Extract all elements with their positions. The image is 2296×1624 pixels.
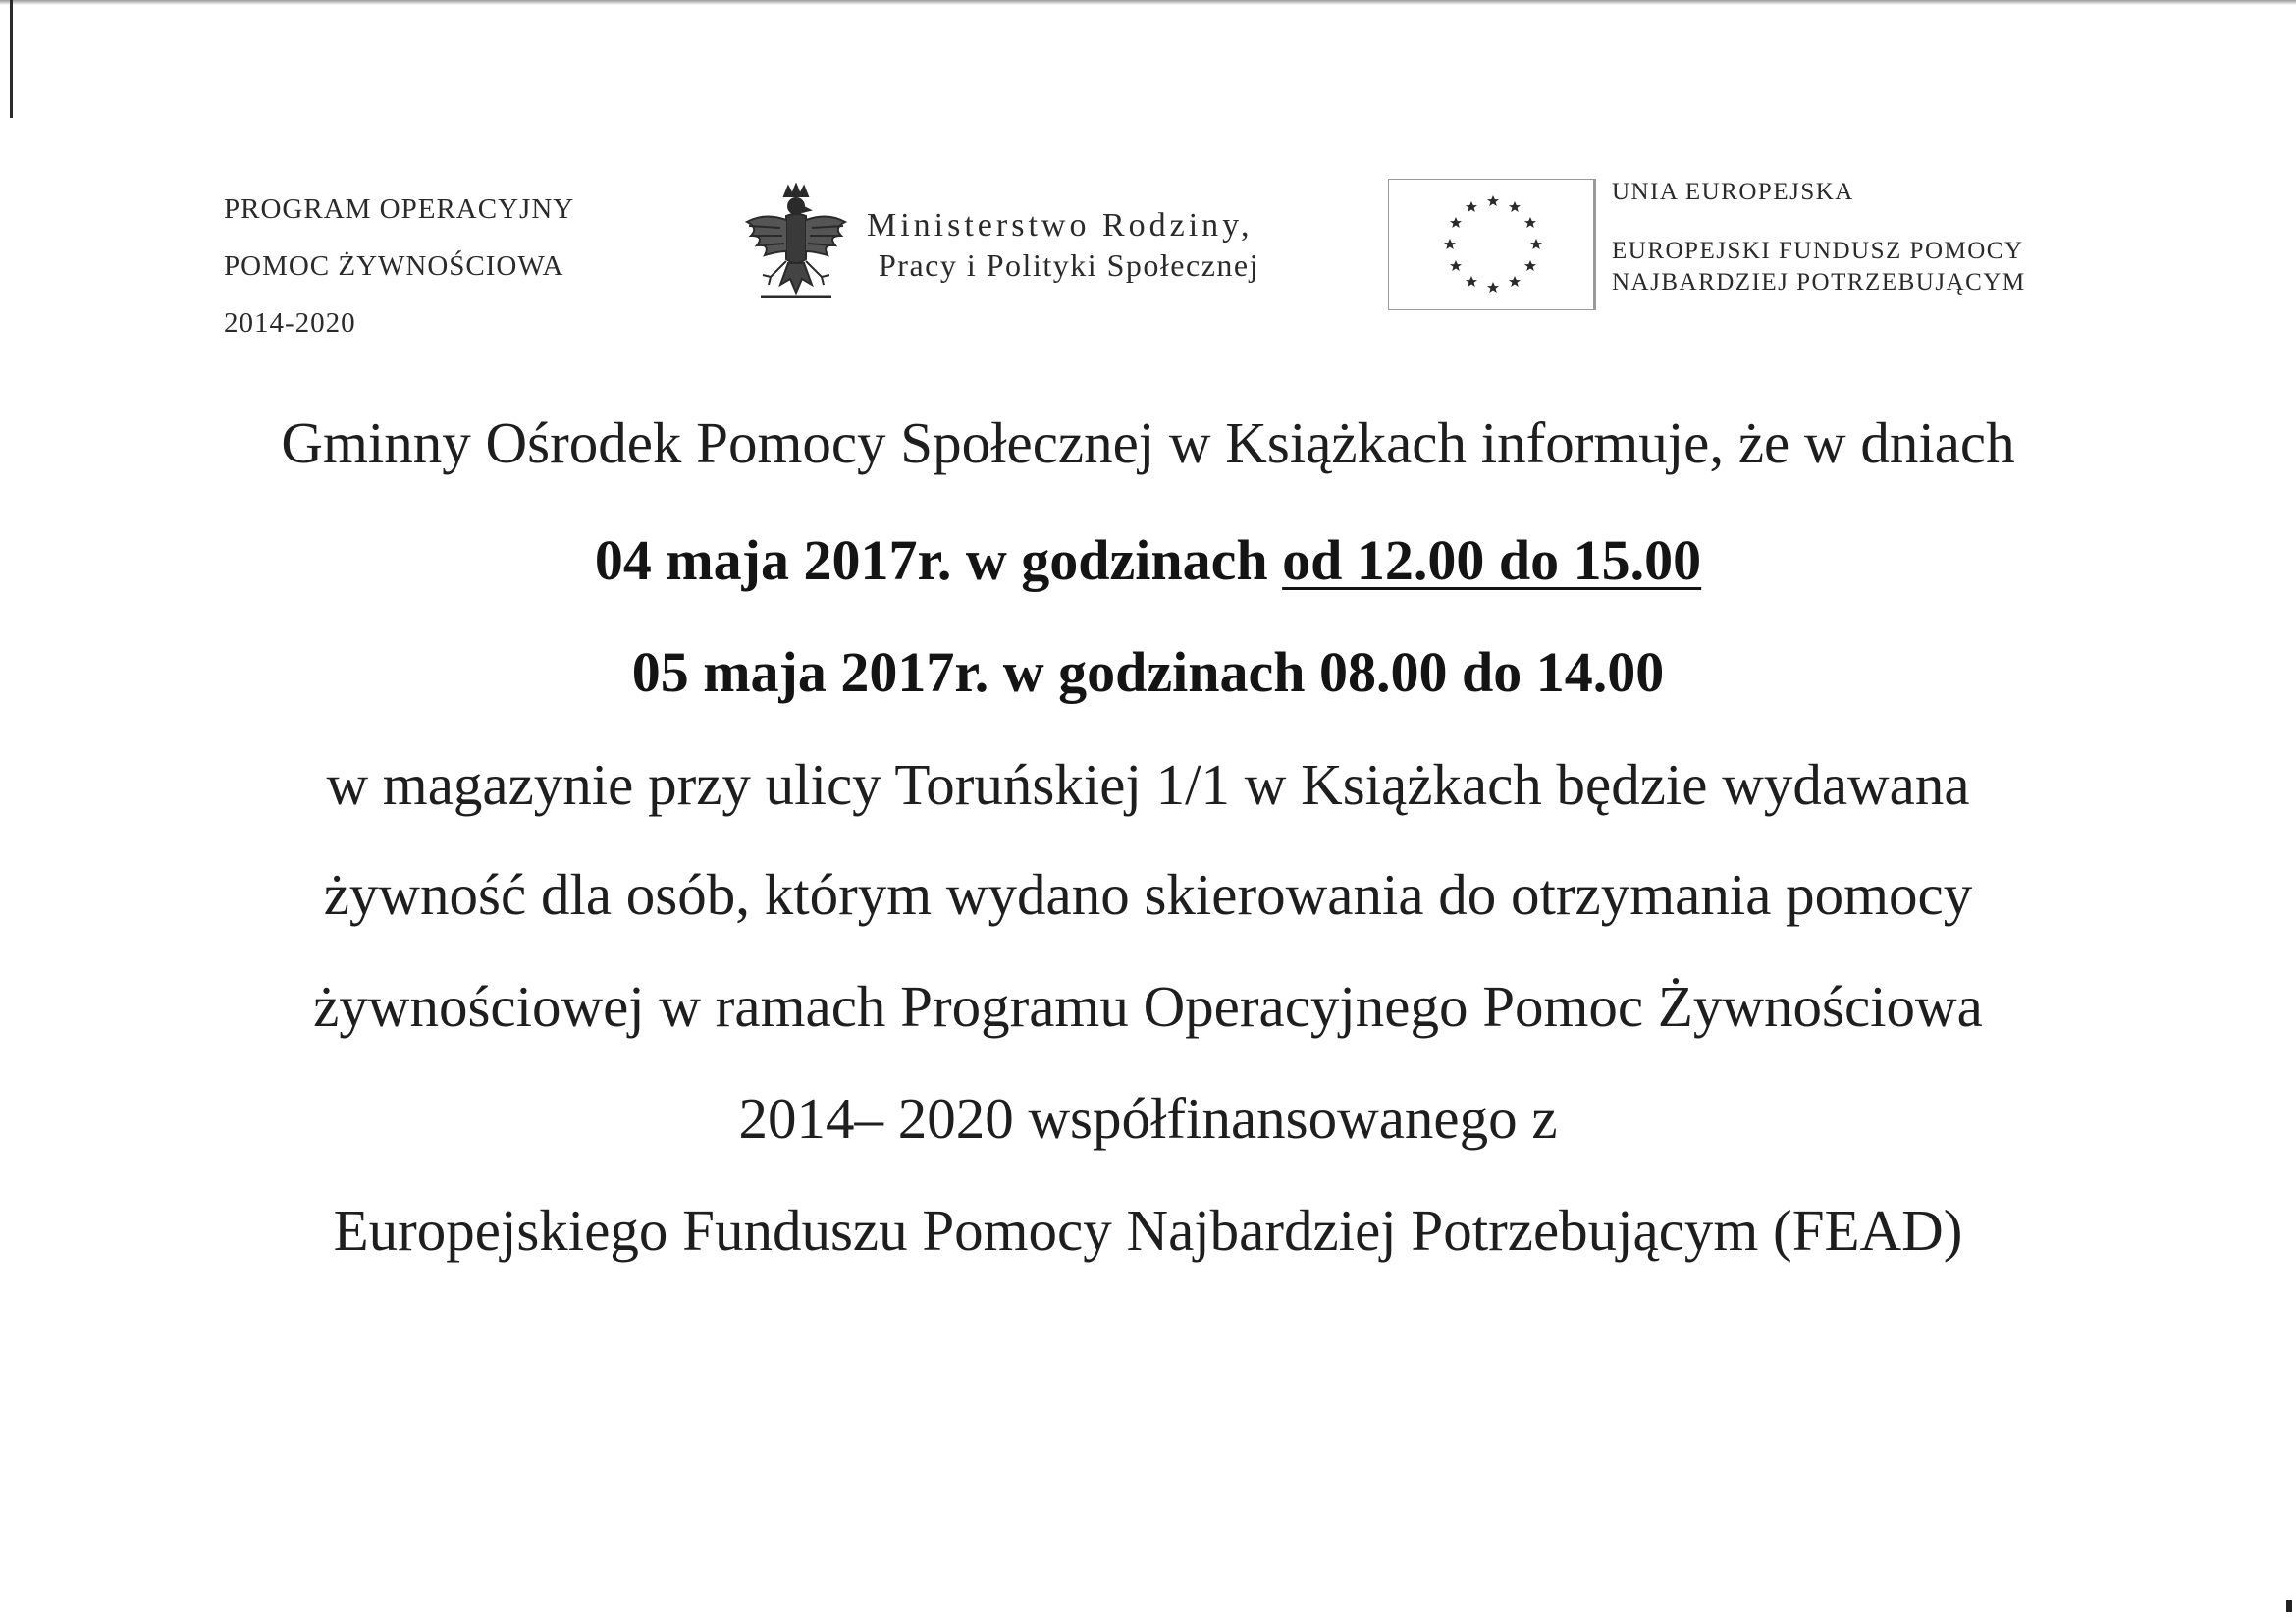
notice-location: w magazynie przy ulicy Toruńskiej 1/1 w Książkach będzie wydawana bbox=[326, 752, 1970, 817]
eu-fund-line1: EUROPEJSKI FUNDUSZ POMOCY bbox=[1612, 238, 2024, 264]
notice-date1-hours: od 12.00 do 15.00 bbox=[1282, 528, 1702, 592]
program-years: 2014-2020 bbox=[224, 307, 356, 339]
ministry-name-line1: Ministerstwo Rodziny, bbox=[867, 207, 1254, 244]
notice-cofinanced: 2014– 2020 współfinansowanego z bbox=[738, 1086, 1558, 1151]
eu-text bbox=[1612, 175, 2026, 298]
ministry-name bbox=[867, 206, 1259, 285]
notice-fund: Europejskiego Funduszu Pomocy Najbardziej Potrzebującym (FEAD) bbox=[333, 1198, 1963, 1263]
ministry-name-line2: Pracy i Polityki Społecznej bbox=[879, 247, 1259, 283]
notice-date2: 05 maja 2017r. w godzinach 08.00 do 14.00 bbox=[631, 640, 1665, 704]
scan-left-edge bbox=[10, 0, 13, 118]
ministry-logo bbox=[741, 177, 1330, 314]
scan-top-edge bbox=[0, 0, 2296, 5]
polish-eagle-icon bbox=[741, 183, 851, 308]
eu-title: UNIA EUROPEJSKA bbox=[1612, 179, 1854, 205]
program-name-line2: POMOC ŻYWNOŚCIOWA bbox=[224, 250, 564, 282]
notice-recipients: żywność dla osób, którym wydano skierowania do otrzymania pomocy bbox=[323, 862, 1973, 927]
program-name-line1: PROGRAM OPERACYJNY bbox=[224, 193, 575, 225]
notice-intro: Gminny Ośrodek Pomocy Społecznej w Książkach informuje, że w dniach bbox=[281, 410, 2015, 475]
eu-fund-name bbox=[1612, 236, 2026, 298]
eu-fund-line2: NAJBARDZIEJ POTRZEBUJĄCYM bbox=[1612, 269, 2026, 296]
program-logo-text bbox=[224, 181, 675, 352]
eu-stars-flag-icon bbox=[1438, 191, 1548, 298]
eu-flag-frame bbox=[1388, 179, 1594, 310]
notice-program: żywnościowej w ramach Programu Operacyjnego Pomoc Żywnościowa bbox=[313, 974, 1983, 1039]
eu-logo bbox=[1388, 175, 2095, 312]
notice-date1-prefix: 04 maja 2017r. w godzinach bbox=[594, 528, 1283, 592]
scan-artifact bbox=[2286, 1600, 2292, 1612]
notice-date1 bbox=[0, 526, 2296, 595]
eu-divider bbox=[1594, 179, 1596, 310]
